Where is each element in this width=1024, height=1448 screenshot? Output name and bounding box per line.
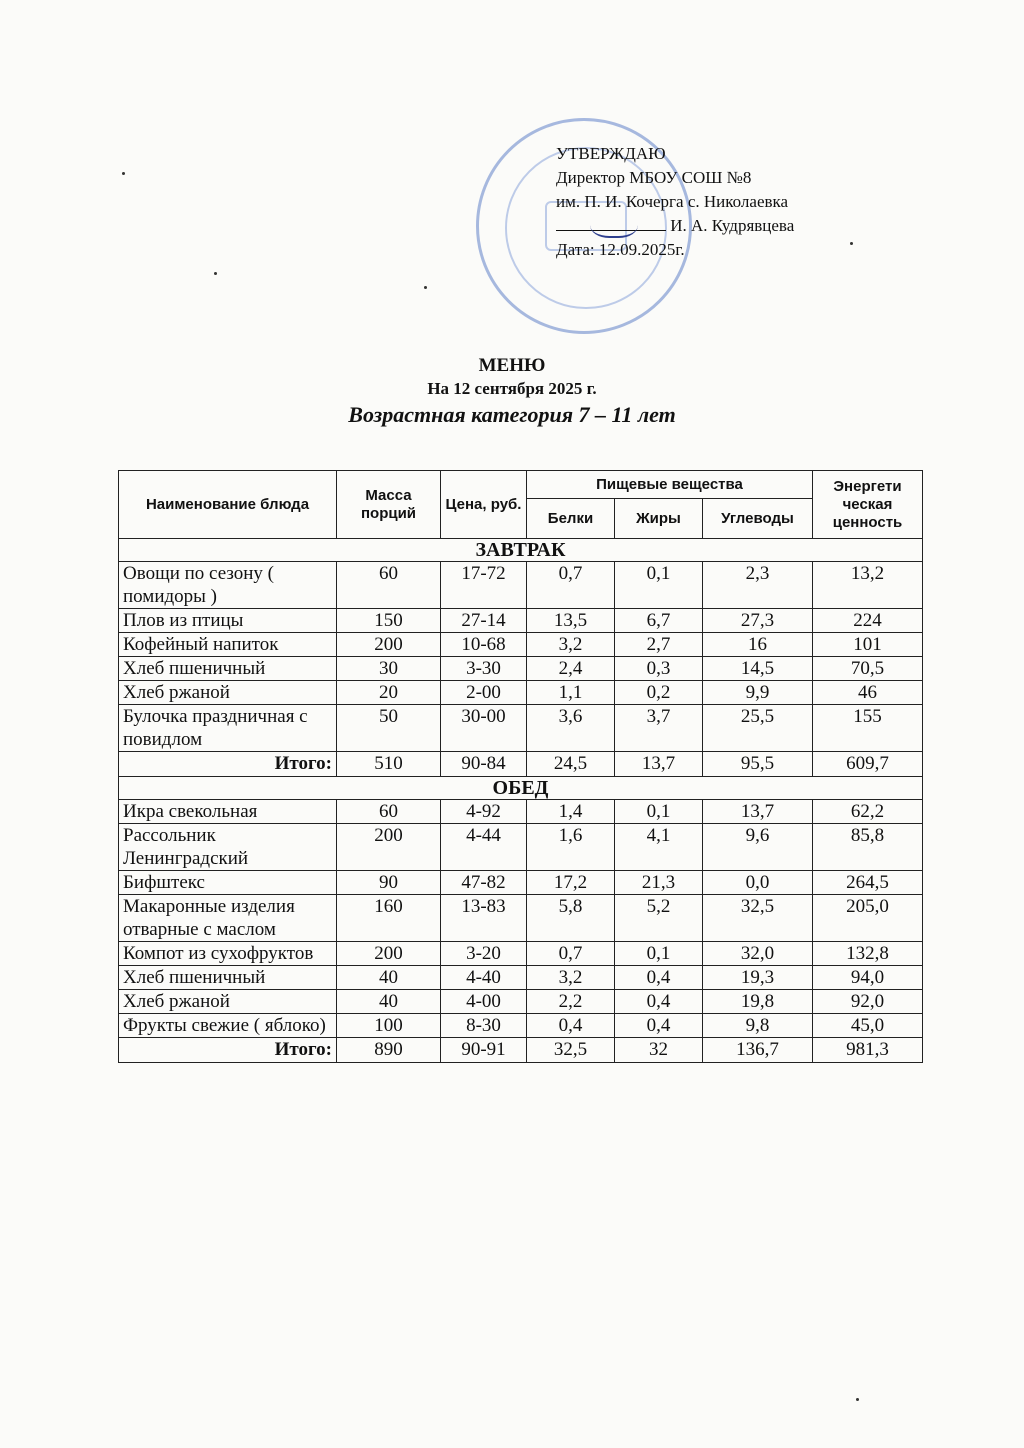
cell-price: 17-72 bbox=[441, 562, 527, 609]
cell-carbs: 14,5 bbox=[703, 657, 813, 681]
menu-table bbox=[118, 470, 923, 1063]
cell-fat: 0,1 bbox=[615, 800, 703, 824]
header-nutrients: Пищевые вещества bbox=[527, 471, 813, 499]
dish-name: Хлеб пшеничный bbox=[119, 966, 337, 990]
cell-energy: 224 bbox=[813, 609, 923, 633]
cell-carbs: 9,9 bbox=[703, 681, 813, 705]
cell-carbs: 16 bbox=[703, 633, 813, 657]
table-row bbox=[119, 824, 923, 871]
scan-speck bbox=[856, 1398, 859, 1401]
total-protein: 24,5 bbox=[527, 752, 615, 777]
cell-price: 2-00 bbox=[441, 681, 527, 705]
menu-date: На 12 сентября 2025 г. bbox=[427, 379, 597, 398]
cell-energy: 205,0 bbox=[813, 895, 923, 942]
scan-speck bbox=[850, 242, 853, 245]
cell-fat: 6,7 bbox=[615, 609, 703, 633]
header-mass: Масса порций bbox=[337, 471, 441, 539]
cell-protein: 13,5 bbox=[527, 609, 615, 633]
handwritten-signature-icon bbox=[590, 206, 638, 238]
header-carbs: Углеводы bbox=[703, 499, 813, 539]
cell-mass: 30 bbox=[337, 657, 441, 681]
cell-fat: 2,7 bbox=[615, 633, 703, 657]
section-title: ОБЕД bbox=[119, 777, 923, 800]
total-protein: 32,5 bbox=[527, 1038, 615, 1063]
dish-name: Компот из сухофруктов bbox=[119, 942, 337, 966]
cell-fat: 4,1 bbox=[615, 824, 703, 871]
menu-title: МЕНЮ bbox=[478, 355, 546, 376]
cell-protein: 5,8 bbox=[527, 895, 615, 942]
age-category: Возрастная категория 7 – 11 лет bbox=[348, 402, 676, 427]
cell-energy: 155 bbox=[813, 705, 923, 752]
cell-energy: 101 bbox=[813, 633, 923, 657]
total-fat: 13,7 bbox=[615, 752, 703, 777]
dish-name: Макаронные изделия отварные с маслом bbox=[119, 895, 337, 942]
cell-mass: 100 bbox=[337, 1014, 441, 1038]
approval-heading: УТВЕРЖДАЮ bbox=[556, 144, 666, 163]
cell-fat: 21,3 bbox=[615, 871, 703, 895]
dish-name: Икра свекольная bbox=[119, 800, 337, 824]
cell-protein: 2,2 bbox=[527, 990, 615, 1014]
cell-carbs: 32,0 bbox=[703, 942, 813, 966]
table-row bbox=[119, 609, 923, 633]
cell-carbs: 9,8 bbox=[703, 1014, 813, 1038]
cell-fat: 0,3 bbox=[615, 657, 703, 681]
approval-position: Директор МБОУ СОШ №8 bbox=[556, 168, 752, 187]
cell-protein: 1,1 bbox=[527, 681, 615, 705]
table-row bbox=[119, 990, 923, 1014]
cell-protein: 17,2 bbox=[527, 871, 615, 895]
table-row bbox=[119, 966, 923, 990]
scan-speck bbox=[214, 272, 217, 275]
approval-block bbox=[556, 142, 794, 262]
cell-price: 13-83 bbox=[441, 895, 527, 942]
cell-energy: 13,2 bbox=[813, 562, 923, 609]
cell-energy: 45,0 bbox=[813, 1014, 923, 1038]
dish-name: Кофейный напиток bbox=[119, 633, 337, 657]
cell-fat: 0,4 bbox=[615, 966, 703, 990]
total-energy: 981,3 bbox=[813, 1038, 923, 1063]
cell-mass: 20 bbox=[337, 681, 441, 705]
cell-protein: 1,6 bbox=[527, 824, 615, 871]
total-mass: 890 bbox=[337, 1038, 441, 1063]
total-label: Итого: bbox=[119, 1038, 337, 1063]
approval-date: Дата: 12.09.2025г. bbox=[556, 240, 685, 259]
cell-protein: 1,4 bbox=[527, 800, 615, 824]
cell-price: 4-40 bbox=[441, 966, 527, 990]
approval-name: И. А. Кудрявцева bbox=[670, 216, 795, 235]
cell-carbs: 32,5 bbox=[703, 895, 813, 942]
cell-carbs: 19,3 bbox=[703, 966, 813, 990]
cell-fat: 0,1 bbox=[615, 942, 703, 966]
cell-carbs: 0,0 bbox=[703, 871, 813, 895]
dish-name: Рассольник Ленинградский bbox=[119, 824, 337, 871]
cell-price: 4-92 bbox=[441, 800, 527, 824]
cell-protein: 3,2 bbox=[527, 633, 615, 657]
cell-energy: 46 bbox=[813, 681, 923, 705]
dish-name: Булочка праздничная с повидлом bbox=[119, 705, 337, 752]
cell-price: 3-30 bbox=[441, 657, 527, 681]
header-dish: Наименование блюда bbox=[119, 471, 337, 539]
total-row bbox=[119, 752, 923, 777]
cell-mass: 60 bbox=[337, 562, 441, 609]
cell-mass: 40 bbox=[337, 966, 441, 990]
table-row bbox=[119, 562, 923, 609]
cell-fat: 0,2 bbox=[615, 681, 703, 705]
table-row bbox=[119, 633, 923, 657]
scan-speck bbox=[122, 172, 125, 175]
cell-carbs: 19,8 bbox=[703, 990, 813, 1014]
cell-price: 4-44 bbox=[441, 824, 527, 871]
table-row bbox=[119, 895, 923, 942]
cell-fat: 0,1 bbox=[615, 562, 703, 609]
cell-energy: 132,8 bbox=[813, 942, 923, 966]
cell-energy: 62,2 bbox=[813, 800, 923, 824]
cell-mass: 200 bbox=[337, 942, 441, 966]
cell-protein: 3,6 bbox=[527, 705, 615, 752]
cell-carbs: 2,3 bbox=[703, 562, 813, 609]
total-price: 90-91 bbox=[441, 1038, 527, 1063]
dish-name: Хлеб ржаной bbox=[119, 681, 337, 705]
section-row-breakfast bbox=[119, 539, 923, 562]
cell-protein: 2,4 bbox=[527, 657, 615, 681]
dish-name: Бифштекс bbox=[119, 871, 337, 895]
approval-school: им. П. И. Кочерга с. Николаевка bbox=[556, 192, 789, 211]
table-row bbox=[119, 871, 923, 895]
cell-price: 4-00 bbox=[441, 990, 527, 1014]
section-title: ЗАВТРАК bbox=[119, 539, 923, 562]
total-price: 90-84 bbox=[441, 752, 527, 777]
total-carbs: 95,5 bbox=[703, 752, 813, 777]
cell-mass: 50 bbox=[337, 705, 441, 752]
cell-price: 10-68 bbox=[441, 633, 527, 657]
cell-price: 47-82 bbox=[441, 871, 527, 895]
header-fat: Жиры bbox=[615, 499, 703, 539]
cell-energy: 70,5 bbox=[813, 657, 923, 681]
total-fat: 32 bbox=[615, 1038, 703, 1063]
cell-fat: 0,4 bbox=[615, 1014, 703, 1038]
cell-mass: 60 bbox=[337, 800, 441, 824]
cell-carbs: 9,6 bbox=[703, 824, 813, 871]
cell-fat: 0,4 bbox=[615, 990, 703, 1014]
cell-mass: 200 bbox=[337, 633, 441, 657]
scan-speck bbox=[424, 286, 427, 289]
header-energy: Энергети ческая ценность bbox=[813, 471, 923, 539]
section-row-lunch bbox=[119, 777, 923, 800]
total-energy: 609,7 bbox=[813, 752, 923, 777]
total-mass: 510 bbox=[337, 752, 441, 777]
cell-carbs: 13,7 bbox=[703, 800, 813, 824]
cell-price: 3-20 bbox=[441, 942, 527, 966]
dish-name: Хлеб ржаной bbox=[119, 990, 337, 1014]
dish-name: Фрукты свежие ( яблоко) bbox=[119, 1014, 337, 1038]
header-protein: Белки bbox=[527, 499, 615, 539]
cell-fat: 5,2 bbox=[615, 895, 703, 942]
cell-protein: 0,7 bbox=[527, 942, 615, 966]
dish-name: Плов из птицы bbox=[119, 609, 337, 633]
total-label: Итого: bbox=[119, 752, 337, 777]
cell-energy: 85,8 bbox=[813, 824, 923, 871]
cell-energy: 94,0 bbox=[813, 966, 923, 990]
table-row bbox=[119, 800, 923, 824]
cell-mass: 160 bbox=[337, 895, 441, 942]
dish-name: Овощи по сезону ( помидоры ) bbox=[119, 562, 337, 609]
cell-carbs: 25,5 bbox=[703, 705, 813, 752]
cell-mass: 40 bbox=[337, 990, 441, 1014]
table-row bbox=[119, 681, 923, 705]
cell-energy: 264,5 bbox=[813, 871, 923, 895]
dish-name: Хлеб пшеничный bbox=[119, 657, 337, 681]
table-row bbox=[119, 657, 923, 681]
title-block bbox=[0, 354, 1024, 430]
cell-energy: 92,0 bbox=[813, 990, 923, 1014]
cell-protein: 0,4 bbox=[527, 1014, 615, 1038]
cell-fat: 3,7 bbox=[615, 705, 703, 752]
menu-table-body bbox=[119, 539, 923, 1063]
cell-mass: 90 bbox=[337, 871, 441, 895]
cell-mass: 150 bbox=[337, 609, 441, 633]
cell-carbs: 27,3 bbox=[703, 609, 813, 633]
table-row bbox=[119, 1014, 923, 1038]
cell-price: 30-00 bbox=[441, 705, 527, 752]
header-price: Цена, руб. bbox=[441, 471, 527, 539]
table-row bbox=[119, 705, 923, 752]
cell-price: 27-14 bbox=[441, 609, 527, 633]
cell-protein: 0,7 bbox=[527, 562, 615, 609]
table-row bbox=[119, 942, 923, 966]
total-row bbox=[119, 1038, 923, 1063]
total-carbs: 136,7 bbox=[703, 1038, 813, 1063]
cell-price: 8-30 bbox=[441, 1014, 527, 1038]
cell-protein: 3,2 bbox=[527, 966, 615, 990]
cell-mass: 200 bbox=[337, 824, 441, 871]
